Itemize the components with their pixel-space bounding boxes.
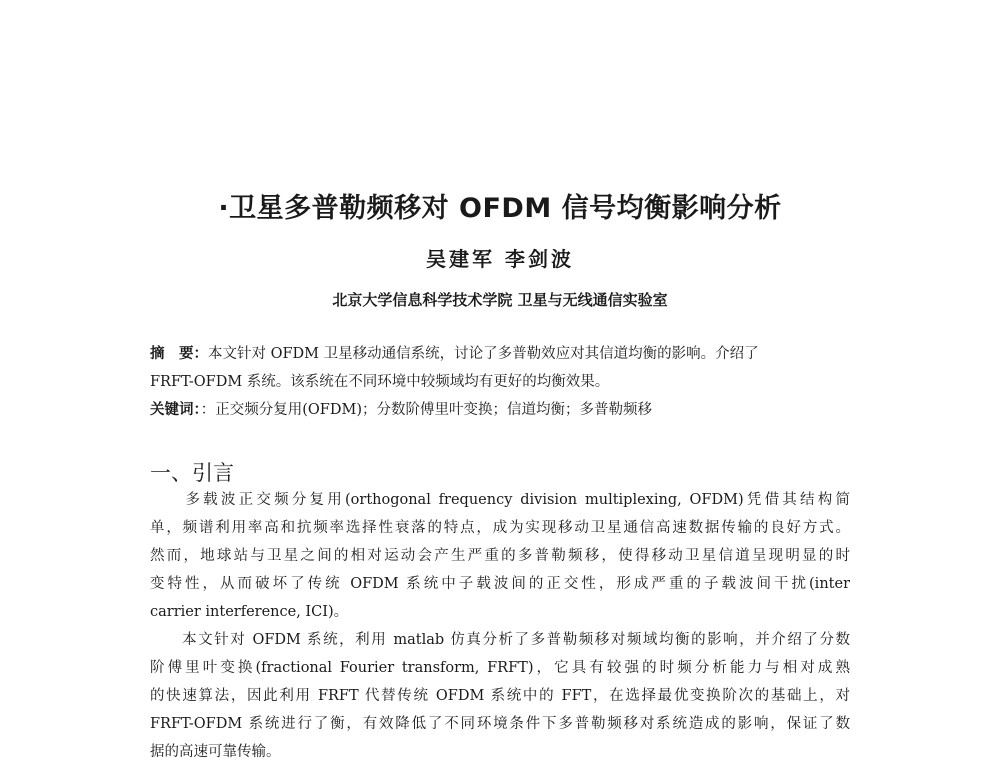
abstract-label: 摘 要：	[150, 346, 208, 362]
para1-line-5: carrier interference, ICI)。	[150, 604, 349, 620]
keywords-label: 关键词：	[150, 402, 201, 418]
keywords-text: ：正交频分复用(OFDM)；分数阶傅里叶变换；信道均衡；多普勒频移	[200, 402, 652, 418]
para2-line-1: 本文针对 OFDM 系统，利用 matlab 仿真分析了多普勒频移对频域均衡的影响，并介绍了分数	[150, 632, 850, 648]
authors: 吴建军 李剑波	[426, 247, 574, 271]
para2-line-4: FRFT-OFDM 系统进行了衡，有效降低了不同环境条件下多普勒频移对系统造成的影响，保证了数	[150, 716, 850, 732]
para1-line-4: 变特性，从而破坏了传统 OFDM 系统中子载波间的正交性，形成严重的子载波间干扰(inter	[150, 576, 850, 592]
affiliation: 北京大学信息科学技术学院 卫星与无线通信实验室	[332, 291, 668, 309]
abstract-text-1: 本文针对 OFDM 卫星移动通信系统，讨论了多普勒效应对其信道均衡的影响。介绍了	[208, 346, 759, 362]
para2-line-3: 的快速算法，因此利用 FRFT 代替传统 OFDM 系统中的 FFT，在选择最优变换阶次的基础上，对	[150, 688, 850, 704]
para2-line-2: 阶傅里叶变换(fractional Fourier transform, FRFT)，它具有较强的时频分析能力与相对成熟	[150, 660, 850, 676]
paper-title: ·卫星多普勒频移对 OFDM 信号均衡影响分析	[218, 193, 782, 224]
section-heading: 一、引言	[150, 461, 234, 485]
para2-line-5: 据的高速可靠传输。	[150, 744, 281, 760]
para1-line-2: 单，频谱利用率高和抗频率选择性衰落的特点，成为实现移动卫星通信高速数据传输的良好方式。	[150, 520, 850, 536]
abstract-line-2: FRFT-OFDM 系统。该系统在不同环境中较频域均有更好的均衡效果。	[150, 374, 610, 390]
para1-line-3: 然而，地球站与卫星之间的相对运动会产生严重的多普勒频移，使得移动卫星信道呈现明显的时	[150, 548, 850, 564]
abstract-line-1	[150, 344, 850, 364]
para1-line-1: 多载波正交频分复用(orthogonal frequency division multiplexing, OFDM)凭借其结构简	[150, 492, 850, 508]
keywords-line	[150, 400, 850, 420]
